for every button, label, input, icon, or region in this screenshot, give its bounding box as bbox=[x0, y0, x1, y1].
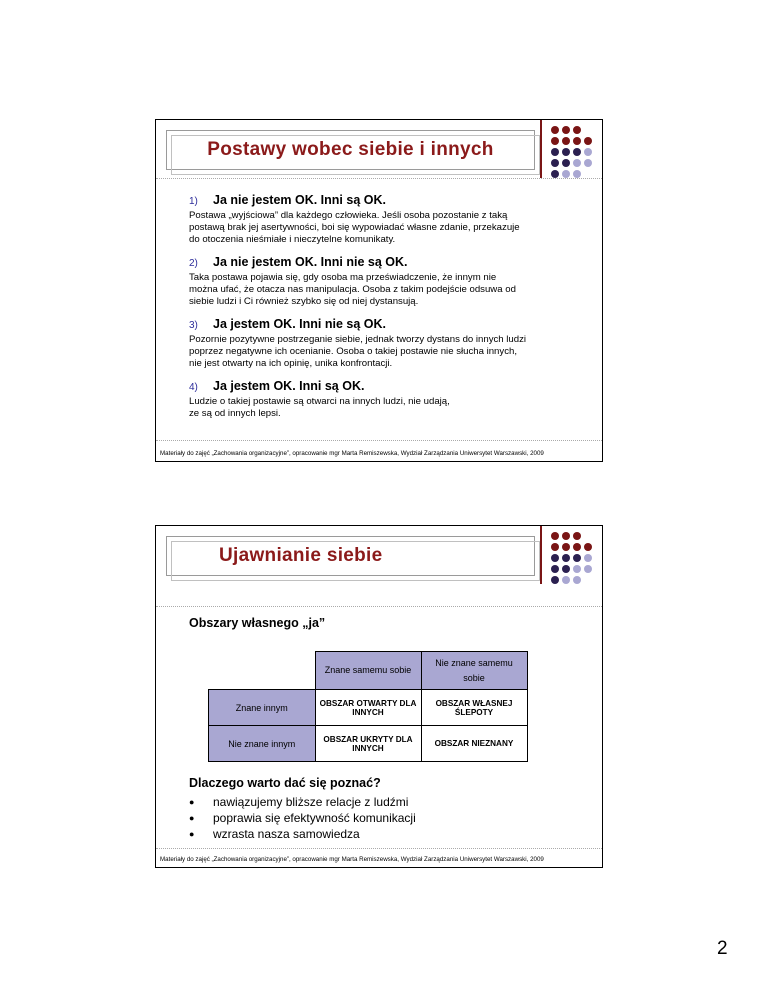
dot bbox=[573, 170, 581, 178]
footer-divider bbox=[156, 848, 602, 849]
dot bbox=[573, 543, 581, 551]
dot bbox=[584, 554, 592, 562]
title-box bbox=[166, 130, 535, 170]
bullet-text: nawiązujemy bliższe relacje z ludźmi bbox=[213, 795, 409, 809]
item-heading: Ja jestem OK. Inni są OK. bbox=[213, 379, 365, 393]
item-heading: Ja nie jestem OK. Inni nie są OK. bbox=[213, 255, 408, 269]
dot bbox=[573, 159, 581, 167]
dot bbox=[562, 126, 570, 134]
dot bbox=[551, 565, 559, 573]
title-box bbox=[166, 536, 535, 576]
dot bbox=[551, 554, 559, 562]
list-item bbox=[189, 380, 589, 420]
item-number: 3) bbox=[189, 320, 198, 331]
table-cell: OBSZAR NIEZNANY bbox=[421, 726, 527, 762]
dot bbox=[562, 148, 570, 156]
dot bbox=[551, 576, 559, 584]
dot bbox=[562, 137, 570, 145]
dot bbox=[551, 170, 559, 178]
decorative-dots-icon bbox=[551, 126, 601, 196]
dot bbox=[551, 532, 559, 540]
item-text: Ludzie o takiej postawie są otwarci na innych ludzi, nie udają, ze są od innych lepsi. bbox=[189, 396, 450, 419]
johari-window-table bbox=[208, 651, 528, 762]
footer-divider bbox=[156, 440, 602, 441]
column-header: Znane samemu sobie bbox=[315, 652, 421, 690]
dot bbox=[584, 565, 592, 573]
dot bbox=[584, 137, 592, 145]
slide-content bbox=[189, 194, 589, 430]
divider bbox=[156, 606, 602, 607]
table-cell: OBSZAR OTWARTY DLA INNYCH bbox=[315, 690, 421, 726]
item-number: 4) bbox=[189, 382, 198, 393]
list-item bbox=[189, 794, 416, 810]
row-header: Znane innym bbox=[209, 690, 316, 726]
dot bbox=[551, 148, 559, 156]
accent-line bbox=[540, 526, 542, 584]
accent-line bbox=[540, 120, 542, 178]
list-item bbox=[189, 810, 416, 826]
slide-1 bbox=[155, 119, 603, 462]
dot bbox=[551, 543, 559, 551]
dot bbox=[573, 532, 581, 540]
slide-footer: Materiały do zajęć „Zachowania organizacyjne”, opracowanie mgr Marta Remiszewska, Wydział Zarządzania Uniwersytet Warszawski, 2009 bbox=[160, 450, 544, 457]
bullet-text: poprawia się efektywność komunikacji bbox=[213, 811, 416, 825]
list-item bbox=[189, 194, 589, 246]
dot bbox=[562, 554, 570, 562]
item-text: Pozornie pozytywne postrzeganie siebie, jednak tworzy dystans do innych ludzi poprzez negatywne ich ocenianie. Osoba o takiej postawie nie słucha innych, nie jest otwarty na ich opinię, unika konfrontacji. bbox=[189, 334, 527, 369]
table-cell: OBSZAR WŁASNEJ ŚLEPOTY bbox=[421, 690, 527, 726]
list-item bbox=[189, 826, 416, 842]
dot bbox=[573, 126, 581, 134]
item-number: 2) bbox=[189, 258, 198, 269]
bullet-list bbox=[189, 794, 416, 842]
item-number: 1) bbox=[189, 196, 198, 207]
dot bbox=[573, 576, 581, 584]
item-heading: Ja nie jestem OK. Inni są OK. bbox=[213, 193, 386, 207]
dot bbox=[562, 532, 570, 540]
column-header: Nie znane samemu sobie bbox=[421, 652, 527, 690]
slide-title: Postawy wobec siebie i innych bbox=[207, 139, 494, 160]
section-heading: Obszary własnego „ja” bbox=[189, 616, 326, 630]
dot bbox=[584, 159, 592, 167]
dot bbox=[551, 137, 559, 145]
list-item bbox=[189, 256, 589, 308]
dot bbox=[551, 159, 559, 167]
row-header: Nie znane innym bbox=[209, 726, 316, 762]
dot bbox=[562, 576, 570, 584]
dot bbox=[562, 543, 570, 551]
bullet-icon: ● bbox=[189, 813, 195, 823]
item-heading: Ja jestem OK. Inni nie są OK. bbox=[213, 317, 386, 331]
divider bbox=[156, 178, 602, 179]
slide-footer: Materiały do zajęć „Zachowania organizacyjne”, opracowanie mgr Marta Remiszewska, Wydział Zarządzania Uniwersytet Warszawski, 2009 bbox=[160, 856, 544, 863]
bullet-text: wzrasta nasza samowiedza bbox=[213, 827, 360, 841]
section-heading: Dlaczego warto dać się poznać? bbox=[189, 776, 381, 790]
dot bbox=[562, 565, 570, 573]
slide-2 bbox=[155, 525, 603, 868]
dot bbox=[573, 148, 581, 156]
item-text: Postawa „wyjściowa” dla każdego człowieka. Jeśli osoba pozostanie z taką postawą brak jej asertywności, boi się wypowiadać własne zdanie, przekazuje do otoczenia nieśmiałe i nieczytelne komunikaty. bbox=[189, 210, 520, 245]
dot bbox=[562, 159, 570, 167]
table-cell: OBSZAR UKRYTY DLA INNYCH bbox=[315, 726, 421, 762]
bullet-icon: ● bbox=[189, 829, 195, 839]
dot bbox=[584, 543, 592, 551]
dot bbox=[573, 565, 581, 573]
dot bbox=[551, 126, 559, 134]
slide-title: Ujawnianie siebie bbox=[219, 545, 383, 566]
table-corner bbox=[209, 652, 316, 690]
page-number: 2 bbox=[717, 938, 728, 959]
bullet-icon: ● bbox=[189, 797, 195, 807]
dot bbox=[562, 170, 570, 178]
list-item bbox=[189, 318, 589, 370]
dot bbox=[584, 148, 592, 156]
item-text: Taka postawa pojawia się, gdy osoba ma przeświadczenie, że innym nie można ufać, że otacza nas manipulacja. Osoba z takim podejście odsuwa od siebie ludzi i Ci również szybko się od niej dystansują. bbox=[189, 272, 516, 307]
dot bbox=[573, 554, 581, 562]
dot bbox=[573, 137, 581, 145]
decorative-dots-icon bbox=[551, 532, 601, 602]
